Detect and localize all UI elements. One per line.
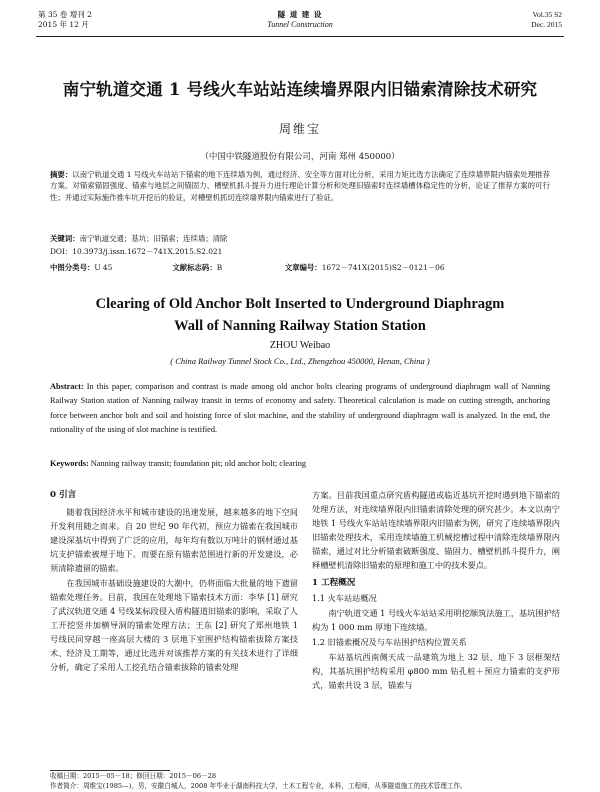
header-volume-line: 第 35 卷 增刊 2 (38, 10, 92, 19)
title-cn: 南宁轨道交通 1 号线火车站站连续墙界限内旧锚索清除技术研究 (62, 80, 538, 99)
header-journal (30, 10, 570, 30)
abstract-cn (50, 169, 550, 203)
header-issue (531, 10, 562, 30)
keywords-en (50, 459, 550, 468)
article-number (285, 262, 445, 273)
paragraph: 方案。目前我国重点研究盾构隧道或临近基坑开挖时遇到地下锚索的处理方法，对连续墙界限内旧锚索清除处理的研究甚少。本文以南宁地铁 1 号线火车站站连续墙界限内旧锚索为例，研究了连续墙界限内旧锚索处理技术，采用连续墙施工机械挖槽过程中清除连续墙界限内锚索，通过对比分析锚索破断强度、锚固力、槽壁机抓斗提升力，阐释槽壁机清除旧锚索的原理和施工中的技术要点。 (312, 490, 560, 571)
header-vol-en: Vol.35 S2 (532, 10, 562, 19)
header-rule (36, 36, 564, 37)
section-1-2-heading: 1.2 旧锚索概况及与车站围护结构位置关系 (312, 636, 467, 647)
journal-name-en: Tunnel Construction (267, 20, 333, 29)
paragraph: 南宁轨道交通 1 号线火车站站采用明挖顺筑法施工，基坑围护结构为 1 000 mm 厚地下连续墙。 (312, 607, 560, 632)
keywords-cn-label: 关键词： (50, 234, 80, 243)
affiliation-cn: （中国中铁隧道股份有限公司，河南 郑州 450000） (200, 152, 400, 162)
clc-code (50, 262, 170, 273)
doc-label: 文献标志码： (172, 263, 217, 272)
header-date-cn: 2015 年 12 月 (38, 20, 89, 29)
section-1-1-heading: 1.1 火车站站概况 (312, 592, 377, 603)
paragraph: 在我国城市基础设施建设的大潮中，仍将面临大批量的地下遗留锚索处理任务。目前，我国在处理地下锚索技术方面：李华 [1] 研究了武汉轨道交通 4 号线某标段侵入盾构隧道旧锚索的影响，采取了人工开挖竖井加横导洞的锚索处理方法；王东 [2] 研究了郑州地铁 1 号线民同穿越一座高层大楼的 3 层地下室围护结构锚索拔除方案技术、经济及工期等，通过比选并对该推荐方案的有关技术进行了详细分析，确定了采用人工挖孔结合锚索拔除的锚索处理 (50, 577, 298, 673)
body-column-right (312, 488, 560, 692)
abstract-en (50, 380, 550, 438)
doi: DOI：10.3973/j.issn.1672－741X.2015.S2.021 (50, 247, 223, 256)
keywords-cn-text: 南宁轨道交通；基坑；旧锚索；连续墙；清除 (79, 234, 228, 243)
abstract-cn-label: 摘要： (50, 170, 73, 179)
doc-code (172, 262, 282, 273)
abstract-cn-text: 以南宁轨道交通 1 号线火车站站下锚索的地下连续墙为例，通过经济、安全等方面对比分析，采用力矩比选方法确定了连续墙界限内锚索处理推荐方案。对锚索锚固强度、锚索与地层之间锚固力、槽壁机抓斗提升力进行理论计算分析和处理旧锚索时连续墙槽体稳定性的分析，论证了推荐方案的可行性；并通过实际施作推车坑开挖后的验证，对槽壁机抓切连续墙界限内锚索进行了验证。 (50, 170, 550, 202)
doc-value: B (216, 263, 223, 272)
section-1-heading: 1 工程概况 (312, 577, 356, 588)
footnote-author-bio: 作者简介：周维宝(1985—)，男，安徽白城人，2008 年毕业于湖南科技大学，土木工程专业，本科，工程师，从事隧道施工的技术管理工作。 (50, 782, 467, 790)
author-en: ZHOU Weibao (269, 340, 331, 351)
author-cn: 周维宝 (278, 122, 321, 136)
footnote-received: 收稿日期：2015－05－18；修回日期：2015－06－28 (50, 772, 217, 780)
header-date-en: Dec. 2015 (531, 20, 562, 29)
section-0-heading: 0 引言 (50, 490, 77, 500)
art-label: 文章编号： (284, 263, 322, 272)
art-value: 1672－741X(2015)S2－0121－06 (321, 263, 445, 272)
abstract-en-label: Abstract: (50, 382, 84, 391)
clc-value: U 45 (94, 263, 113, 272)
affiliation-en: ( China Railway Tunnel Stock Co., Ltd., Zhengzhou 450000, Henan, China ) (170, 356, 430, 366)
keywords-en-text: Nanning railway transit; foundation pit; old anchor bolt; clearing (88, 459, 306, 468)
keywords-en-label: Keywords: (50, 459, 89, 468)
title-en (40, 293, 560, 337)
clc-label: 中图分类号： (50, 263, 95, 272)
footnote-rule (50, 770, 170, 771)
classification-line (50, 262, 550, 273)
journal-name-cn: 隧 道 建 设 (277, 10, 323, 19)
body-column-left (50, 488, 298, 674)
running-header (30, 10, 570, 36)
title-en-line2: Wall of Nanning Railway Station Station (174, 318, 426, 334)
keywords-cn (50, 233, 550, 244)
paragraph: 车站基坑西南侧天成一品建筑为地上 32 层、地下 3 层框架结构，其基坑围护结构采用 φ800 mm 钻孔桩＋预应力锚索的支护形式，锚索共设 3 层，锚索与 (312, 652, 560, 691)
abstract-en-text: In this paper, comparison and contrast is made among old anchor bolts clearing programs of underground diaphragm wall of Nanning Railway Station station of Nanning railway transit in terms of economy and safety. Theoretical calculation is made on cutting strength, anchoring force between anchor bolt and soil and hoisting force of slot machine, and the stability of underground diaphragm wall is analyzed. In the end, the rationality of the using of slot machine is testified. (50, 382, 550, 435)
paragraph: 随着我国经济水平和城市建设的迅速发展，越来越多的地下空间开发利用随之而来。自 20 世纪 90 年代初，预应力锚索在我国城市建设深基坑中得到了广泛的应用，每年均有数以万吨计的钢材通过基坑支护锚索被埋于地下。而要在原有锚索范围进行新的开发建设，必须清除遗留的锚索。 (50, 507, 298, 574)
title-en-line1: Clearing of Old Anchor Bolt Inserted to Underground Diaphragm (95, 296, 505, 312)
